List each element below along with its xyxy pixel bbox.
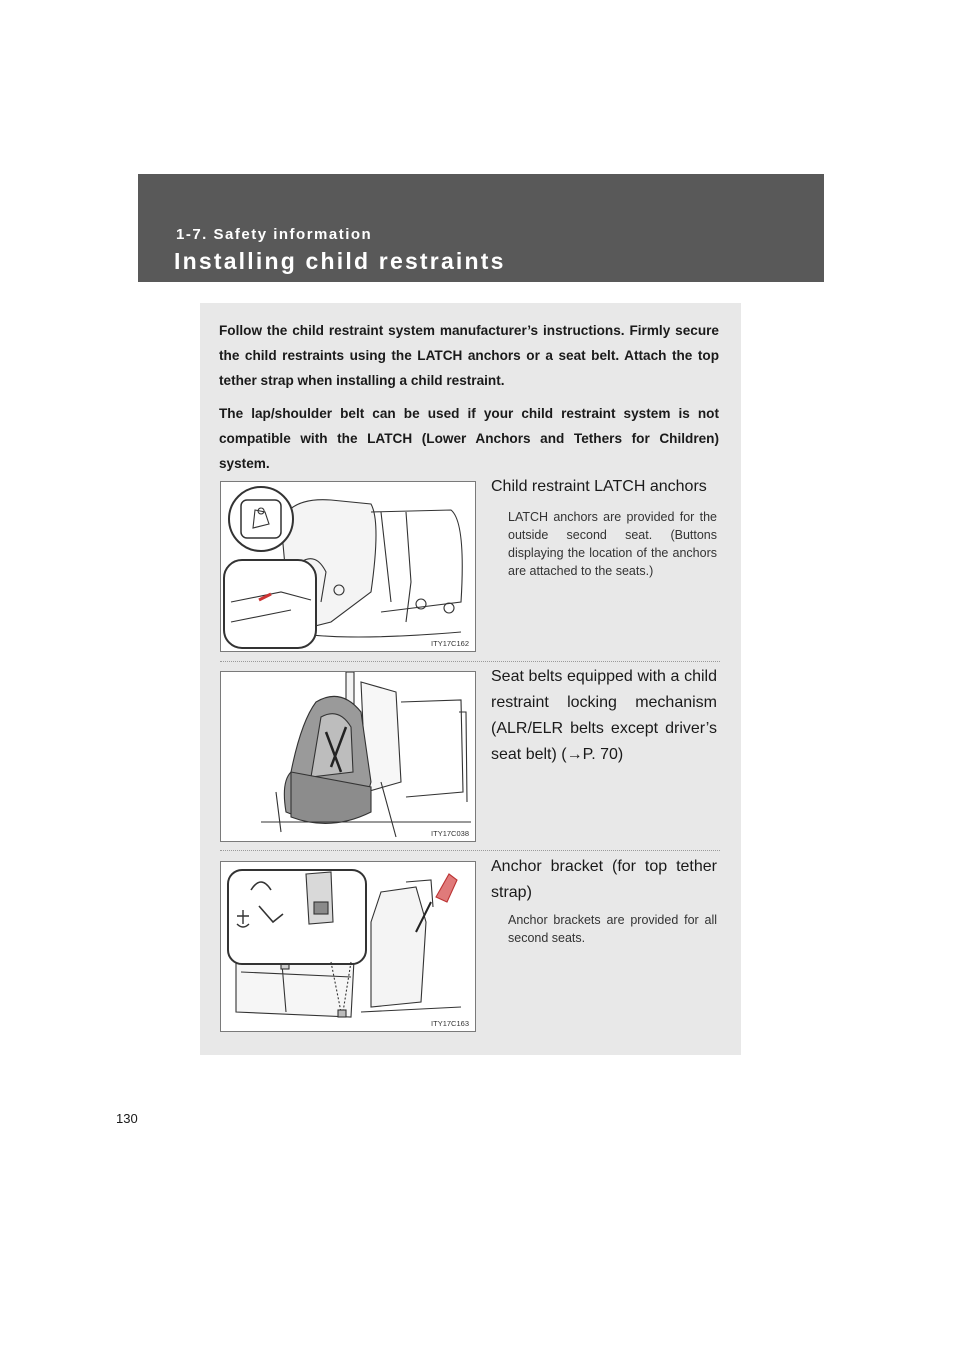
figure-code: ITY17C163	[431, 1019, 469, 1028]
section-label: 1-7. Safety information	[176, 226, 373, 243]
item-title-latch-anchors: Child restraint LATCH anchors	[491, 478, 707, 495]
intro-paragraph-2: The lap/shoulder belt can be used if your child restraint system is not compatible with the LATCH (Lower Anchors and Tethers for Children) system.	[219, 406, 719, 471]
figure-code: ITY17C038	[431, 829, 469, 838]
figure-code: ITY17C162	[431, 639, 469, 648]
intro-paragraph-1: Follow the child restraint system manufacturer’s instructions. Firmly secure the child restraints using the LATCH anchors or a seat belt. Attach the top tether strap when installing a child restraint.	[219, 323, 719, 388]
item-title-seat-belts: Seat belts equipped with a child restraint locking mechanism (ALR/ELR belts except driver’s seat belt) (→P. 70)	[491, 668, 717, 763]
divider	[220, 850, 720, 851]
page-number: 130	[116, 1111, 138, 1126]
latch-anchors-illustration	[220, 481, 476, 652]
anchor-bracket-illustration	[220, 861, 476, 1032]
item-desc-latch-anchors: LATCH anchors are provided for the outside second seat. (Buttons displaying the location of the anchors are attached to the seats.)	[508, 510, 717, 578]
seat-belt-illustration	[220, 671, 476, 842]
intro-text	[219, 318, 719, 484]
item-desc-anchor-bracket: Anchor brackets are provided for all second seats.	[508, 913, 717, 945]
divider	[220, 661, 720, 662]
page-title: Installing child restraints	[174, 248, 506, 274]
item-title-anchor-bracket: Anchor bracket (for top tether strap)	[491, 858, 717, 901]
